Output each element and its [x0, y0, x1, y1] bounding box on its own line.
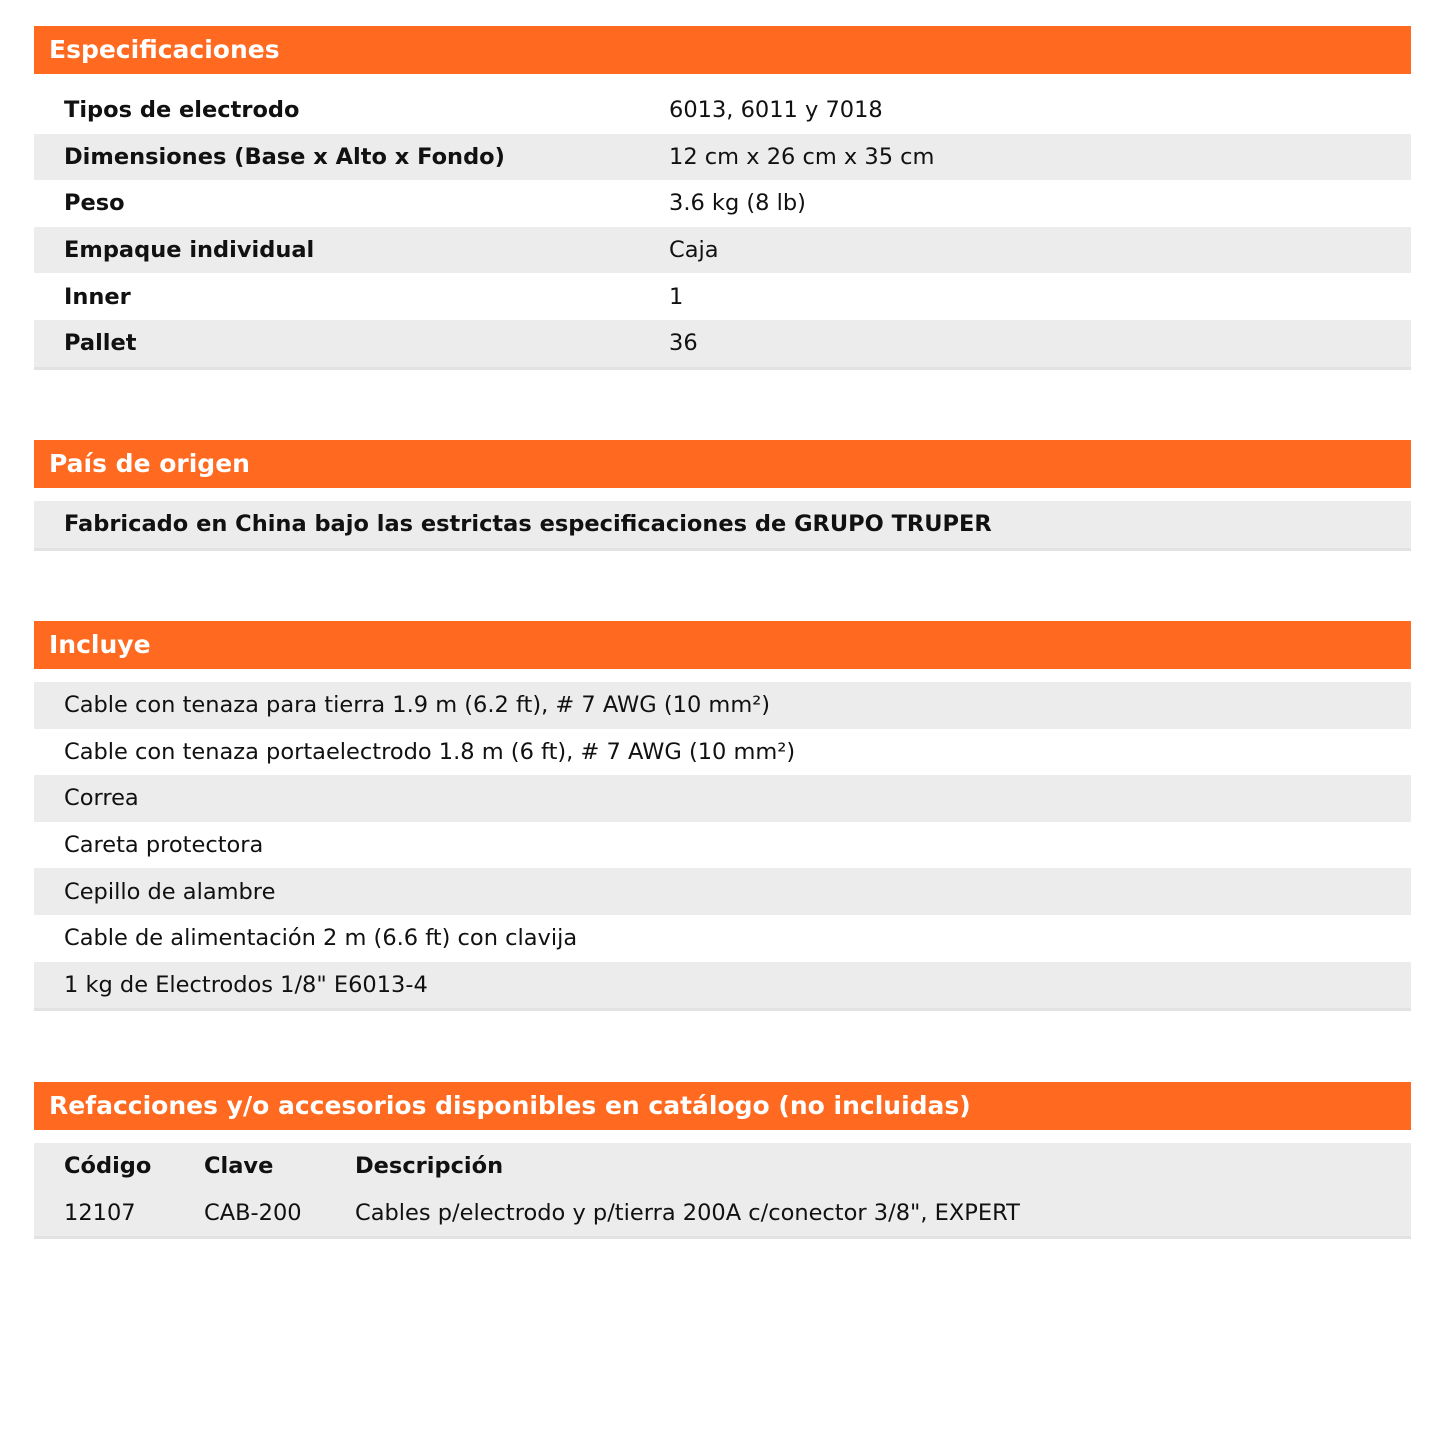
list-item: [34, 775, 1411, 822]
spec-label: Pallet: [64, 330, 137, 357]
spec-label: Inner: [64, 283, 131, 310]
especificaciones-table: [34, 87, 1411, 370]
origen-table: [34, 501, 1411, 551]
origen-header: País de origen: [34, 440, 1411, 488]
list-item: [34, 915, 1411, 962]
list-item-text: Correa: [64, 785, 139, 812]
col-header-clave: Clave: [204, 1153, 274, 1180]
list-item: [34, 868, 1411, 915]
col-header-codigo: Código: [64, 1153, 152, 1180]
refacciones-table: [34, 1143, 1411, 1239]
incluye-section: [34, 621, 1411, 1011]
incluye-header: Incluye: [34, 621, 1411, 669]
origen-row: [34, 501, 1411, 548]
spec-row: [34, 87, 1411, 134]
list-item: [34, 822, 1411, 869]
spec-value: 36: [669, 330, 698, 357]
spec-row: [34, 227, 1411, 274]
spec-value: 6013, 6011 y 7018: [669, 97, 883, 124]
origen-text: Fabricado en China bajo las estrictas especificaciones de GRUPO TRUPER: [64, 511, 992, 538]
spec-row: [34, 134, 1411, 181]
list-item-text: Careta protectora: [64, 832, 264, 859]
spec-row: [34, 320, 1411, 367]
spec-value: 12 cm x 26 cm x 35 cm: [669, 143, 935, 170]
spec-value: 1: [669, 283, 684, 310]
origen-section: [34, 440, 1411, 551]
table-header-row: [34, 1143, 1411, 1190]
cell-codigo: 12107: [64, 1199, 136, 1226]
especificaciones-section: [34, 26, 1411, 370]
col-header-descripcion: Descripción: [355, 1153, 504, 1180]
spec-value: 3.6 kg (8 lb): [669, 190, 806, 217]
cell-descripcion: Cables p/electrodo y p/tierra 200A c/conector 3/8", EXPERT: [355, 1199, 1020, 1226]
refacciones-header: Refacciones y/o accesorios disponibles en catálogo (no incluidas): [34, 1082, 1411, 1130]
spec-label: Dimensiones (Base x Alto x Fondo): [64, 143, 505, 170]
spec-row: [34, 180, 1411, 227]
spec-label: Peso: [64, 190, 125, 217]
list-item-text: Cable de alimentación 2 m (6.6 ft) con clavija: [64, 925, 578, 952]
list-item-text: Cepillo de alambre: [64, 878, 276, 905]
spec-label: Empaque individual: [64, 237, 315, 264]
table-row: [34, 1190, 1411, 1237]
spec-row: [34, 273, 1411, 320]
list-item-text: Cable con tenaza portaelectrodo 1.8 m (6 ft), # 7 AWG (10 mm²): [64, 738, 796, 765]
cell-clave: CAB-200: [204, 1199, 302, 1226]
refacciones-section: [34, 1082, 1411, 1239]
list-item-text: Cable con tenaza para tierra 1.9 m (6.2 ft), # 7 AWG (10 mm²): [64, 692, 771, 719]
especificaciones-header: Especificaciones: [34, 26, 1411, 74]
spec-value: Caja: [669, 237, 719, 264]
list-item: [34, 682, 1411, 729]
incluye-list: [34, 682, 1411, 1011]
list-item: [34, 962, 1411, 1009]
spec-label: Tipos de electrodo: [64, 97, 300, 124]
list-item-text: 1 kg de Electrodos 1/8" E6013-4: [64, 971, 428, 998]
list-item: [34, 729, 1411, 776]
